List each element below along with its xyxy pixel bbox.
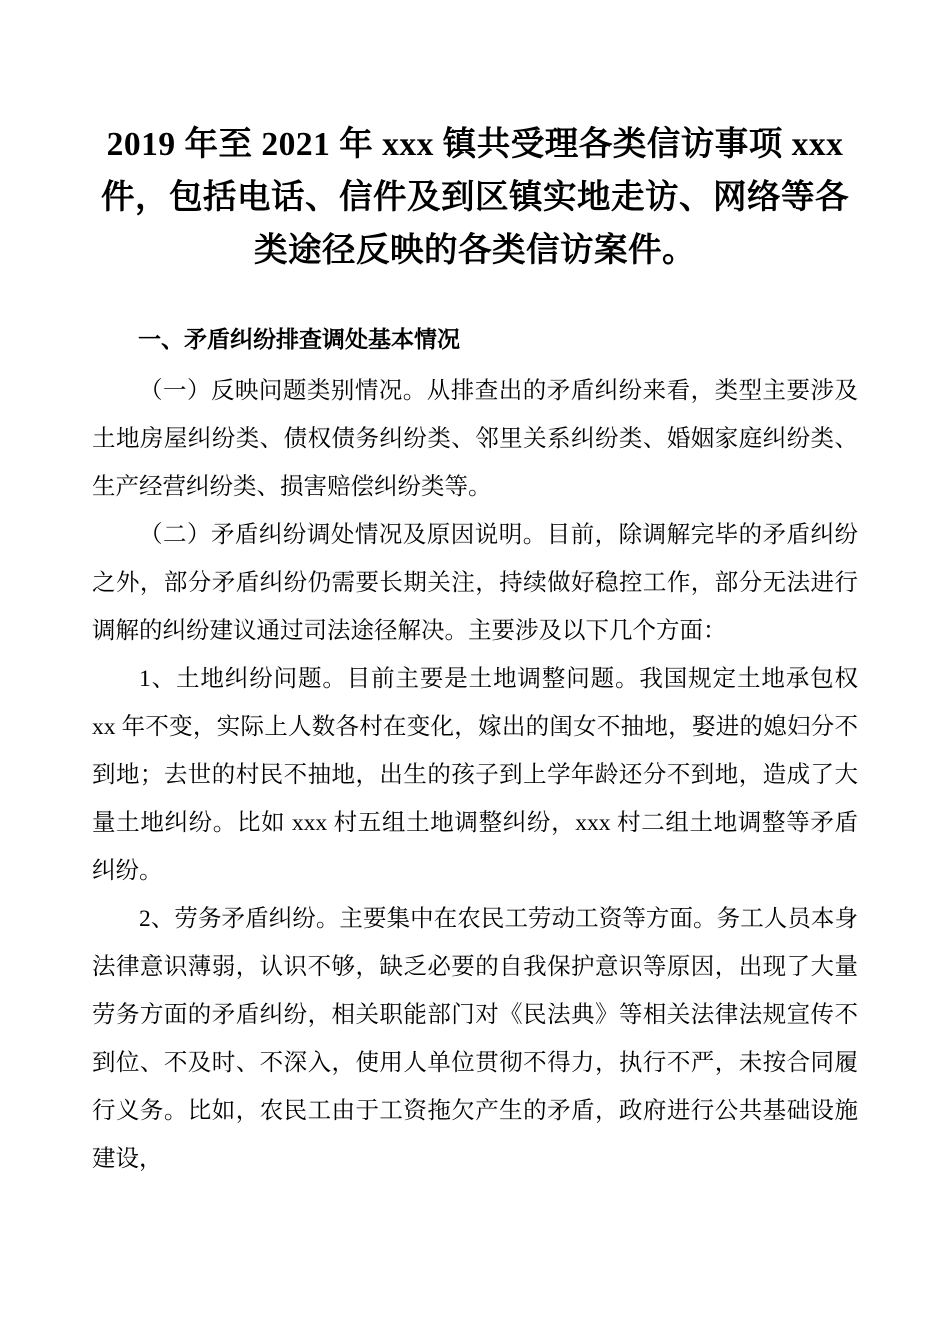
section-heading-1: 一、矛盾纠纷排查调处基本情况 bbox=[138, 326, 460, 352]
page-title: 2019 年至 2021 年 xxx 镇共受理各类信访事项 xxx 件，包括电话、信件及到区镇实地走访、网络等各类途径反映的各类信访案件。 bbox=[101, 126, 849, 269]
paragraph-4: 2、劳务矛盾纠纷。主要集中在农民工劳动工资等方面。务工人员本身法律意识薄弱，认识不够，缺乏必要的自我保护意识等原因，出现了大量劳务方面的矛盾纠纷，相关职能部门对《民法典》等相关法律法规宣传不到位、不及时、不深入，使用人单位贯彻不得力，执行不严，未按合同履行义务。比如，农民工由于工资拖欠产生的矛盾，政府进行公共基础设施建设， bbox=[92, 906, 858, 1172]
paragraph-3: 1、土地纠纷问题。目前主要是土地调整问题。我国规定土地承包权 xx 年不变，实际上人数各村在变化，嫁出的闺女不抽地，娶进的媳妇分不到地；去世的村民不抽地，出生的孩子到上学年龄还分不到地，造成了大量土地纠纷。比如 xxx 村五组土地调整纠纷，xxx 村二组土地调整等矛盾纠纷。 bbox=[92, 666, 858, 884]
paragraph-1: （一）反映问题类别情况。从排查出的矛盾纠纷来看，类型主要涉及土地房屋纠纷类、债权债务纠纷类、邻里关系纠纷类、婚姻家庭纠纷类、生产经营纠纷类、损害赔偿纠纷类等。 bbox=[92, 378, 858, 500]
paragraph-2: （二）矛盾纠纷调处情况及原因说明。目前，除调解完毕的矛盾纠纷之外，部分矛盾纠纷仍需要长期关注，持续做好稳控工作，部分无法进行调解的纠纷建议通过司法途径解决。主要涉及以下几个方面： bbox=[92, 522, 858, 644]
